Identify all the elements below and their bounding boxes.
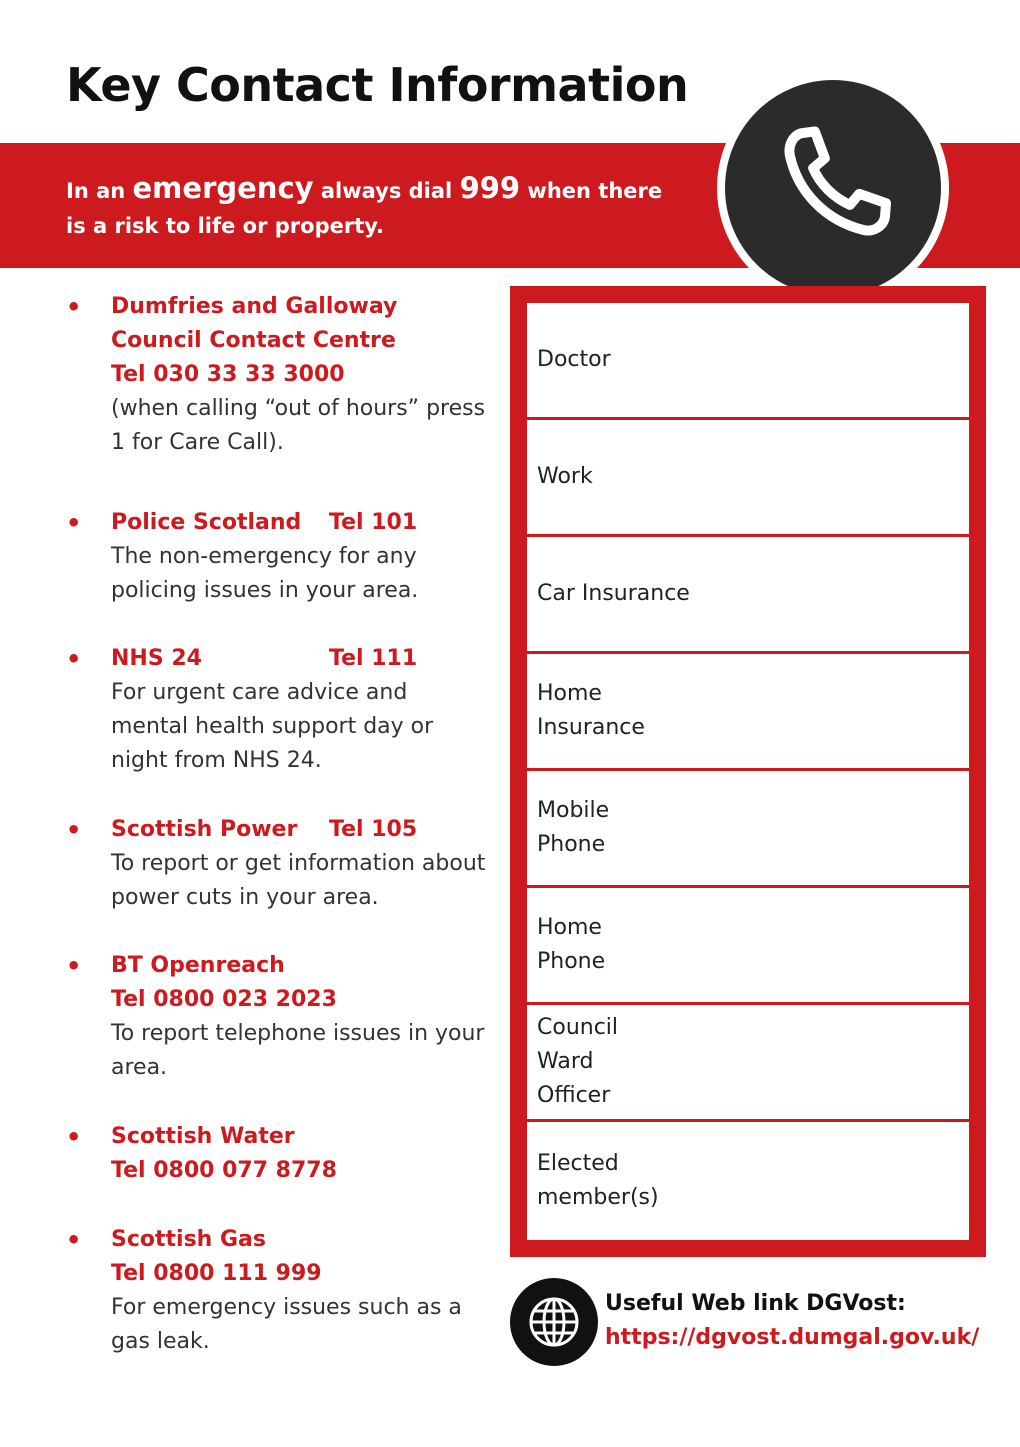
- contact-tel: Tel 030 33 33 3000: [111, 362, 345, 387]
- banner-emphasis-999: 999: [459, 171, 521, 205]
- contacts-list: [66, 290, 486, 1359]
- field-doctor[interactable]: [527, 303, 969, 420]
- personal-contacts-card: [510, 286, 986, 1257]
- bullet: •: [66, 1123, 82, 1151]
- field-car-insurance[interactable]: [527, 537, 969, 654]
- field-council-ward-officer[interactable]: [527, 1005, 969, 1122]
- contact-tel: Tel 101: [329, 510, 418, 535]
- contact-tel: Tel 111: [329, 646, 418, 671]
- globe-badge: [510, 1278, 598, 1366]
- phone-badge: [717, 72, 949, 304]
- banner-text-part2: always dial: [313, 179, 460, 203]
- field-label: Elected member(s): [537, 1150, 659, 1210]
- emergency-banner-text: [66, 171, 686, 244]
- contact-name: BT Openreach: [111, 953, 285, 978]
- personal-contacts-form: [527, 303, 969, 1240]
- contact-nhs24: [66, 642, 486, 813]
- contact-scottish-power: [66, 813, 486, 949]
- contact-name: Scottish Power: [111, 817, 298, 842]
- contact-scottish-water: [66, 1120, 486, 1223]
- field-label: Council Ward Officer: [537, 1015, 619, 1108]
- phone-icon: [763, 118, 903, 258]
- contact-tel: Tel 0800 111 999: [111, 1261, 322, 1286]
- field-work[interactable]: [527, 420, 969, 537]
- bullet: •: [66, 509, 82, 537]
- bullet: •: [66, 1226, 82, 1254]
- field-label: Home Phone: [537, 915, 606, 974]
- contact-name: Dumfries and Galloway Council Contact Centre: [111, 294, 398, 353]
- contact-desc: For urgent care advice and mental health support day or night from NHS 24.: [111, 680, 434, 773]
- contact-scottish-gas: [66, 1223, 486, 1359]
- bullet: •: [66, 816, 82, 844]
- field-home-phone[interactable]: [527, 888, 969, 1005]
- field-label: Work: [537, 464, 593, 489]
- contact-council: [66, 290, 486, 506]
- contact-desc: The non-emergency for any policing issues in your area.: [111, 544, 419, 603]
- field-elected-members[interactable]: [527, 1122, 969, 1239]
- contact-tel: Tel 105: [329, 817, 418, 842]
- web-link-url[interactable]: https://dgvost.dumgal.gov.uk/: [605, 1325, 980, 1350]
- contact-name: Scottish Water: [111, 1124, 295, 1149]
- web-link-block: [605, 1287, 979, 1355]
- contact-desc: For emergency issues such as a gas leak.: [111, 1295, 462, 1354]
- field-label: Mobile Phone: [537, 798, 610, 857]
- bullet: •: [66, 293, 82, 321]
- contact-bt-openreach: [66, 949, 486, 1120]
- contact-tel: Tel 0800 023 2023: [111, 987, 337, 1012]
- field-label: Car Insurance: [537, 581, 690, 606]
- page-title: Key Contact Information: [66, 58, 689, 112]
- contact-tel: Tel 0800 077 8778: [111, 1158, 337, 1183]
- field-mobile-phone[interactable]: [527, 771, 969, 888]
- banner-text-part3: when there is a risk to life or property.: [66, 179, 663, 238]
- contact-desc: (when calling “out of hours” press 1 for Care Call).: [111, 396, 486, 455]
- contact-desc: To report telephone issues in your area.: [111, 1021, 485, 1080]
- contact-name: Scottish Gas: [111, 1227, 266, 1252]
- bullet: •: [66, 645, 82, 673]
- globe-icon: [528, 1296, 580, 1348]
- banner-text-part1: In an: [66, 179, 133, 203]
- contact-police: [66, 506, 486, 642]
- field-label: Doctor: [537, 347, 611, 372]
- bullet: •: [66, 952, 82, 980]
- field-home-insurance[interactable]: [527, 654, 969, 771]
- contact-name: NHS 24: [111, 646, 202, 671]
- web-link-label: Useful Web link DGVost:: [605, 1291, 906, 1316]
- contact-name: Police Scotland: [111, 510, 302, 535]
- contact-desc: To report or get information about power cuts in your area.: [111, 851, 486, 910]
- banner-emphasis-emergency: emergency: [132, 171, 314, 205]
- field-label: Home Insurance: [537, 681, 645, 740]
